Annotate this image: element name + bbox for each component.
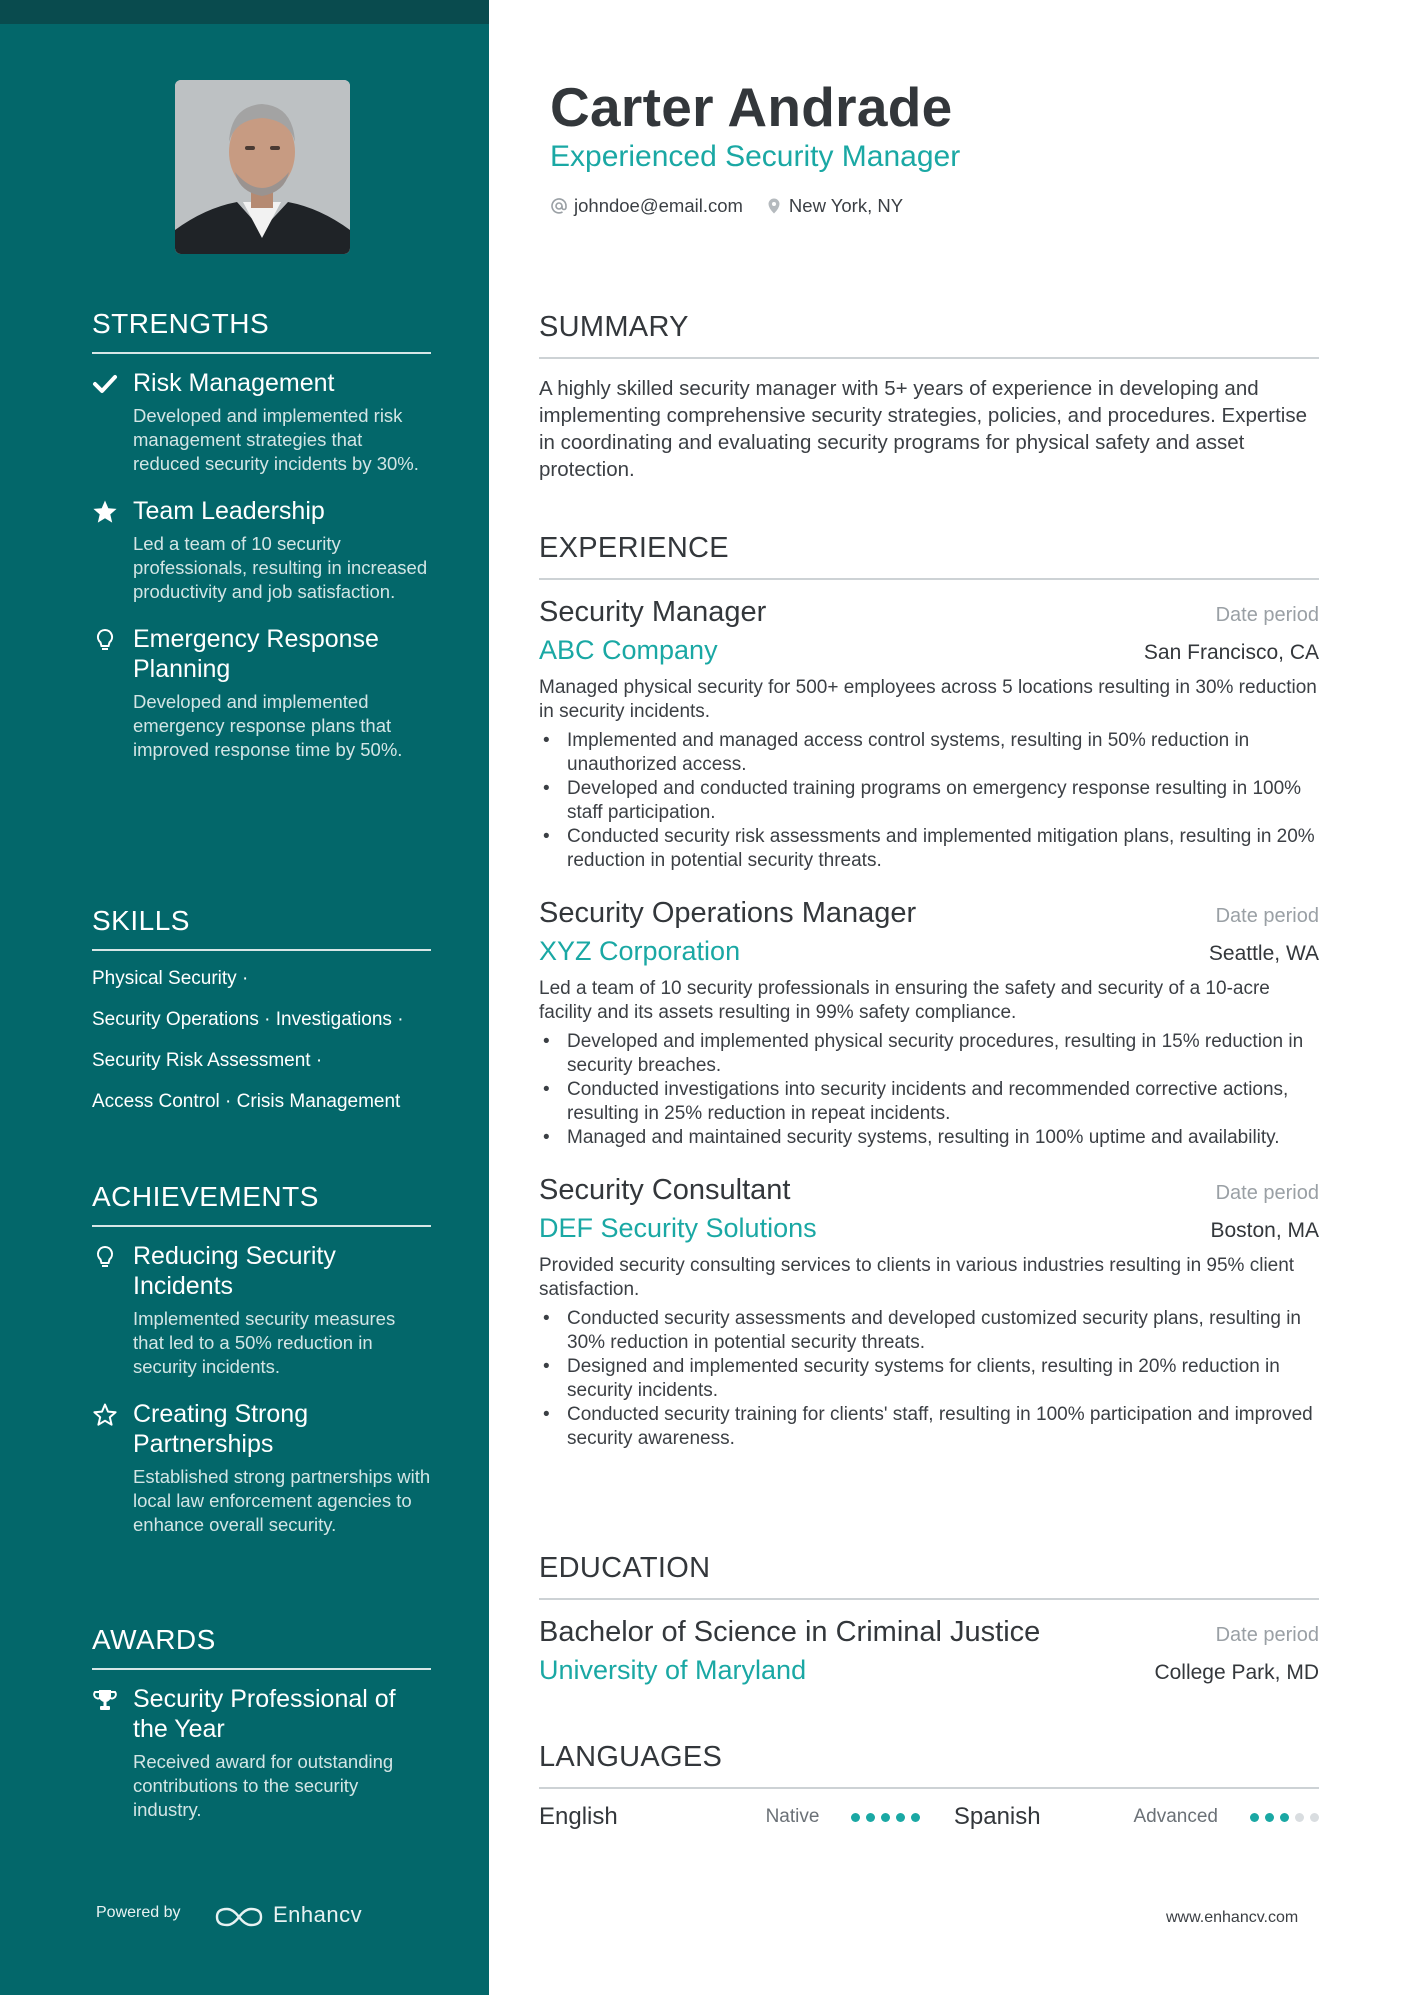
- strength-desc: Developed and implemented risk management strategies that reduced security incidents by 30%.: [133, 405, 419, 474]
- job-desc: Led a team of 10 security professionals in ensuring the safety and security of a 10-acre facility and its assets resulting in 99% safety compliance.: [539, 978, 1270, 1023]
- skills-section: [92, 905, 431, 1114]
- level-dot-filled: [896, 1813, 905, 1822]
- job-bullet: • Managed and maintained security systems, resulting in 100% uptime and availability.: [539, 1126, 1319, 1150]
- level-dot-empty: [1295, 1813, 1304, 1822]
- job-bullet: • Developed and conducted training programs on emergency response resulting in 100% staff participation.: [539, 777, 1319, 825]
- award-title: Security Professional of the Year: [133, 1685, 396, 1743]
- job-bullet: • Designed and implemented security systems for clients, resulting in 20% reduction in security incidents.: [539, 1355, 1319, 1403]
- education-date: Date period: [1215, 1624, 1319, 1646]
- skills-title: SKILLS: [92, 905, 431, 951]
- award-item: [92, 1684, 431, 1822]
- sidebar: [0, 0, 489, 1995]
- sidebar-top-bar: [0, 0, 489, 24]
- job-bullet: • Conducted security training for clients' staff, resulting in 100% participation and improved security awareness.: [539, 1403, 1319, 1451]
- job-bullet: • Conducted investigations into security incidents and recommended corrective actions, resulting in 25% reduction in repeat incidents.: [539, 1078, 1319, 1126]
- job-location: San Francisco, CA: [1143, 641, 1319, 664]
- profile-photo: [175, 80, 350, 254]
- achievements-title: ACHIEVEMENTS: [92, 1181, 431, 1227]
- skill-line: Physical Security ·: [92, 968, 249, 989]
- strength-desc: Developed and implemented emergency response plans that improved response time by 50%.: [133, 691, 403, 760]
- achievement-title: Creating Strong Partnerships: [133, 1400, 309, 1458]
- level-dot-filled: [851, 1813, 860, 1822]
- achievement-desc: Established strong partnerships with local law enforcement agencies to enhance overall security.: [133, 1466, 431, 1535]
- enhancv-website[interactable]: www.enhancv.com: [1166, 1909, 1299, 1926]
- job-location: Seattle, WA: [1208, 942, 1319, 965]
- languages-row: [539, 1803, 1319, 1831]
- awards-title: AWARDS: [92, 1624, 431, 1670]
- job-entry: [539, 596, 1319, 873]
- job-title: Security Manager: [539, 596, 767, 628]
- job-company: ABC Company: [539, 635, 718, 665]
- star-outline-icon: [92, 1402, 118, 1428]
- contact-row: [550, 195, 903, 217]
- job-company: XYZ Corporation: [539, 936, 741, 966]
- job-date: Date period: [1215, 905, 1319, 927]
- job-date: Date period: [1215, 1182, 1319, 1204]
- achievements-section: [92, 1181, 431, 1537]
- contact-email[interactable]: johndoe@email.com: [574, 195, 743, 216]
- level-dot-filled: [911, 1813, 920, 1822]
- language-name: Spanish: [953, 1803, 1041, 1830]
- languages-title: LANGUAGES: [539, 1741, 1319, 1789]
- contact-location: New York, NY: [788, 195, 904, 216]
- enhancv-brand[interactable]: Enhancv: [273, 1902, 363, 1927]
- lightbulb-icon: [92, 1244, 118, 1270]
- trophy-icon: [92, 1687, 118, 1713]
- job-entry: [539, 1174, 1319, 1451]
- at-icon: [550, 197, 568, 215]
- job-bullet: • Developed and implemented physical security procedures, resulting in 15% reduction in security breaches.: [539, 1030, 1319, 1078]
- powered-by-label: Powered by: [96, 1904, 181, 1921]
- lightbulb-icon: [92, 627, 118, 653]
- location-pin-icon: [765, 197, 783, 215]
- job-desc: Provided security consulting services to clients in various industries resulting in 95% client satisfaction.: [539, 1255, 1295, 1300]
- achievement-desc: Implemented security measures that led to a 50% reduction in security incidents.: [133, 1308, 396, 1377]
- experience-title: EXPERIENCE: [539, 532, 1319, 580]
- level-dot-filled: [881, 1813, 890, 1822]
- awards-section: [92, 1624, 431, 1822]
- check-icon: [92, 371, 118, 397]
- level-dot-filled: [866, 1813, 875, 1822]
- strength-title: Risk Management: [133, 369, 335, 397]
- job-location: Boston, MA: [1210, 1219, 1319, 1242]
- language-level-dots: [851, 1813, 937, 1822]
- job-entry: [539, 897, 1319, 1150]
- summary-text: A highly skilled security manager with 5+ years of experience in developing and implementing comprehensive security strategies, policies, and procedures. Expertise in coordinating and evaluating security programs for physical safety and asset protection.: [539, 377, 1307, 481]
- star-icon: [92, 499, 118, 525]
- education-location: College Park, MD: [1154, 1661, 1319, 1684]
- education-section: [539, 1552, 1319, 1686]
- language-name: English: [539, 1803, 618, 1830]
- language-level: Advanced: [1133, 1806, 1218, 1827]
- strength-item: [92, 368, 431, 476]
- experience-section: [539, 532, 1319, 1451]
- strength-title: Emergency Response Planning: [133, 625, 379, 683]
- job-bullets: [539, 1307, 1319, 1451]
- level-dot-filled: [1250, 1813, 1259, 1822]
- strength-item: [92, 624, 431, 762]
- education-entry: [539, 1616, 1319, 1686]
- job-title: Security Consultant: [539, 1174, 791, 1206]
- strengths-title: STRENGTHS: [92, 308, 431, 354]
- skill-line: Security Risk Assessment ·: [92, 1050, 323, 1071]
- language-level: Native: [765, 1806, 820, 1827]
- achievement-item: [92, 1241, 431, 1379]
- summary-section: [539, 311, 1319, 483]
- skill-line: Security Operations · Investigations ·: [92, 1009, 404, 1030]
- job-desc: Managed physical security for 500+ employees across 5 locations resulting in 30% reduction in security incidents.: [539, 677, 1317, 722]
- job-title: Security Operations Manager: [539, 897, 917, 929]
- education-degree: Bachelor of Science in Criminal Justice: [539, 1616, 1041, 1648]
- job-bullet: • Implemented and managed access control systems, resulting in 50% reduction in unauthorized access.: [539, 729, 1319, 777]
- job-bullets: [539, 1030, 1319, 1150]
- strengths-section: [92, 308, 431, 762]
- achievement-item: [92, 1399, 431, 1537]
- award-desc: Received award for outstanding contributions to the security industry.: [133, 1751, 394, 1820]
- level-dot-filled: [1265, 1813, 1274, 1822]
- job-bullet: • Conducted security risk assessments and implemented mitigation plans, resulting in 20% reduction in potential security threats.: [539, 825, 1319, 873]
- languages-section: [539, 1741, 1319, 1831]
- level-dot-filled: [1280, 1813, 1289, 1822]
- job-company: DEF Security Solutions: [539, 1213, 817, 1243]
- education-school: University of Maryland: [539, 1655, 807, 1685]
- summary-title: SUMMARY: [539, 311, 1319, 359]
- skill-line: Access Control · Crisis Management: [92, 1091, 401, 1112]
- job-bullet: • Conducted security assessments and developed customized security plans, resulting in 30% reduction in potential security threats.: [539, 1307, 1319, 1355]
- job-bullets: [539, 729, 1319, 873]
- strength-title: Team Leadership: [133, 497, 325, 525]
- candidate-role: Experienced Security Manager: [550, 140, 961, 173]
- achievement-title: Reducing Security Incidents: [133, 1242, 336, 1300]
- strength-item: [92, 496, 431, 604]
- candidate-name: Carter Andrade: [550, 76, 953, 138]
- strength-desc: Led a team of 10 security professionals, resulting in increased productivity and job satisfaction.: [133, 533, 428, 602]
- education-title: EDUCATION: [539, 1552, 1319, 1600]
- job-date: Date period: [1215, 604, 1319, 626]
- language-level-dots: [1250, 1813, 1319, 1822]
- level-dot-empty: [1310, 1813, 1319, 1822]
